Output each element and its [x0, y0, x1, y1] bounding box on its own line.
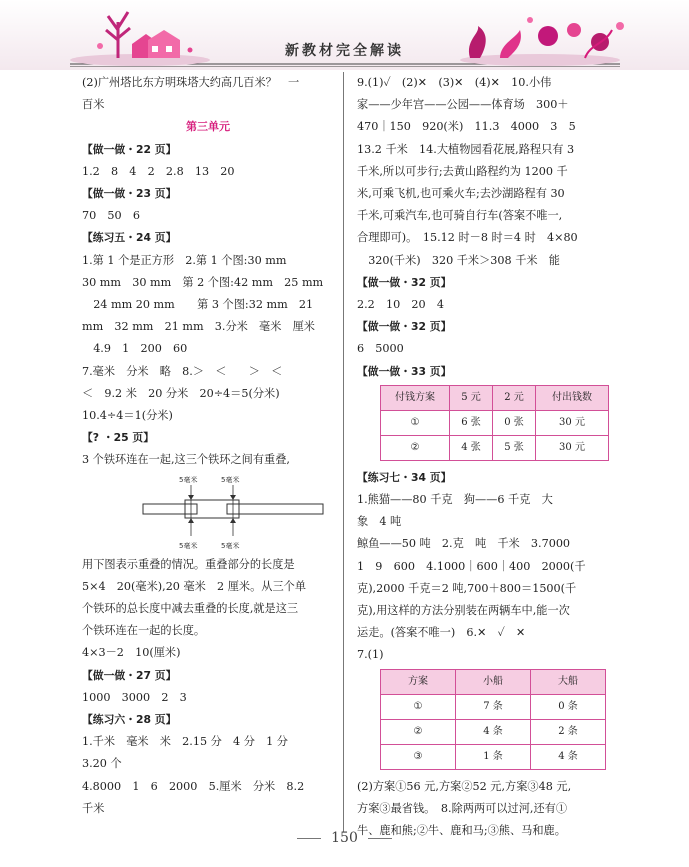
page-header-title: 新教材完全解读	[285, 43, 404, 59]
text-line: 6 5000	[357, 342, 404, 356]
text-line: 千米,所以可步行;去黄山路程约为 1200 千	[357, 164, 568, 178]
table-cell: 4 条	[456, 719, 531, 744]
text-line: 2.2 10 20 4	[357, 298, 444, 312]
section-heading: 【做一做・22 页】	[82, 142, 177, 156]
text-line: 个铁环连在一起的长度。	[82, 624, 206, 638]
fig-label-bottom-2: 5毫米	[221, 541, 240, 550]
section-heading: 【做一做・32 页】	[357, 320, 452, 334]
table-cell: 4 张	[450, 435, 493, 460]
table-header-cell: 方案	[381, 669, 456, 694]
table-header-cell: 5 元	[450, 385, 493, 410]
text-line: 百米	[82, 98, 105, 112]
text-line: 象 4 吨	[357, 515, 402, 529]
ring-2	[185, 500, 239, 518]
page-number: 150	[331, 830, 358, 846]
footer-dash-left	[297, 838, 321, 839]
fig-label-top-2: 5毫米	[221, 475, 240, 484]
text-line: ＜ 9.2 米 20 分米 20÷4＝5(分米)	[82, 386, 280, 400]
section-heading: 【? ・25 页】	[82, 431, 154, 445]
text-line: 30 mm 30 mm 第 2 个图:42 mm 25 mm	[82, 275, 324, 289]
table-header-cell: 大船	[531, 669, 606, 694]
table-cell: ①	[381, 694, 456, 719]
text-line: 1.2 8 4 2 2.8 13 20	[82, 164, 235, 178]
table-cell: 0 条	[531, 694, 606, 719]
text-line: 3 个铁环连在一起,这三个铁环之间有重叠,	[82, 453, 290, 467]
text-line: 1 9 600 4.1000｜600｜400 2000(千	[357, 559, 586, 573]
text-line: 1.千米 毫米 米 2.15 分 4 分 1 分	[82, 735, 288, 749]
right-column	[357, 72, 617, 842]
table-cell: ①	[381, 410, 450, 435]
table-cell: 1 条	[456, 744, 531, 769]
table-cell: 30 元	[536, 435, 609, 460]
footer-dash-right	[368, 838, 392, 839]
text-line: 鲸鱼——50 吨 2.克 吨 千米 3.7000	[357, 537, 571, 551]
section-heading: 【练习七・34 页】	[357, 470, 452, 484]
table-header-row	[381, 669, 606, 694]
table-cell: 2 条	[531, 719, 606, 744]
text-line: 用下图表示重叠的情况。重叠部分的长度是	[82, 557, 295, 571]
text-line: 运走。(答案不唯一) 6.✕ ✓ ✕	[357, 626, 526, 640]
table-cell: ③	[381, 744, 456, 769]
section-heading: 【做一做・32 页】	[357, 275, 452, 289]
text-line: 千米,可乘汽车,也可骑自行车(答案不唯一,	[357, 209, 563, 223]
section-heading: 【练习六・28 页】	[82, 713, 177, 727]
table-cell: 6 张	[450, 410, 493, 435]
arrow-head	[230, 518, 236, 523]
text-line: 7.(1)	[357, 648, 384, 662]
section-heading: 【做一做・33 页】	[357, 364, 452, 378]
text-line: mm 32 mm 21 mm 3.分米 毫米 厘米	[82, 320, 315, 334]
ring-3	[227, 504, 323, 514]
text-line: 1.熊猫——80 千克 狗——6 千克 大	[357, 493, 553, 507]
text-line: 13.2 千米 14.大植物园看花展,路程只有 3	[357, 142, 575, 156]
arrow-head	[188, 495, 194, 500]
table-row	[381, 694, 606, 719]
payment-table	[380, 385, 609, 461]
column-divider	[343, 72, 344, 832]
fig-label-bottom-1: 5毫米	[179, 541, 198, 550]
table-cell: 30 元	[536, 410, 609, 435]
ring-overlap-figure	[139, 472, 329, 554]
table-cell: ②	[381, 435, 450, 460]
text-line: 克),用这样的方法分别装在两辆车中,能一次	[357, 604, 570, 618]
section-heading: 【做一做・23 页】	[82, 187, 177, 201]
text-line: 1.第 1 个是正方形 2.第 1 个图:30 mm	[82, 253, 287, 267]
table-cell: 0 张	[493, 410, 536, 435]
text-line: 4×3－2 10(厘米)	[82, 646, 181, 660]
table-row	[381, 719, 606, 744]
text-line: 家——少年宫——公园——体育场 300＋	[357, 98, 569, 112]
unit-title: 第三单元	[186, 120, 230, 134]
text-line: (2)方案①56 元,方案②52 元,方案③48 元,	[357, 779, 572, 793]
text-line: 克),2000 千克＝2 吨,700＋800＝1500(千	[357, 581, 577, 595]
text-line: 320(千米) 320 千米＞308 千米 能	[357, 253, 560, 267]
table-cell: 5 张	[493, 435, 536, 460]
text-line: 千米	[82, 801, 105, 815]
text-line: 合理即可)。 15.12 时－8 时＝4 时 4×80	[357, 231, 578, 245]
arrow-head	[188, 518, 194, 523]
page-footer	[0, 830, 689, 846]
boat-plan-table	[380, 669, 606, 770]
text-line: 70 50 6	[82, 209, 140, 223]
table-header-cell: 付出钱数	[536, 385, 609, 410]
text-line: 米,可乘飞机,也可乘火车;去沙湖路程有 30	[357, 187, 565, 201]
text-line: 牛、鹿和熊;②牛、鹿和马;③熊、马和鹿。	[357, 824, 566, 838]
table-header-cell: 付钱方案	[381, 385, 450, 410]
table-header-cell: 2 元	[493, 385, 536, 410]
text-line: 24 mm 20 mm 第 3 个图:32 mm 21	[82, 298, 314, 312]
text-line: 470｜150 920(米) 11.3 4000 3 5	[357, 120, 576, 134]
left-column	[82, 72, 334, 820]
table-cell: ②	[381, 719, 456, 744]
text-line: 10.4÷4＝1(分米)	[82, 409, 173, 423]
ring-1	[143, 504, 197, 514]
text-line: 方案③最省钱。 8.除两两可以过河,还有①	[357, 801, 568, 815]
table-row	[381, 435, 609, 460]
text-line: 7.毫米 分米 略 8.＞ ＜ ＞ ＜	[82, 364, 283, 378]
text-line: (2)广州塔比东方明珠塔大约高几百米？ 一	[82, 76, 300, 89]
table-header-cell: 小船	[456, 669, 531, 694]
table-cell: 4 条	[531, 744, 606, 769]
fig-label-top-1: 5毫米	[179, 475, 198, 484]
text-line: 9.(1)✓ (2)✕ (3)✕ (4)✕ 10.小伟	[357, 76, 552, 89]
text-line: 个铁环的总长度中减去重叠的长度,就是这三	[82, 602, 299, 616]
text-line: 5×4 20(毫米),20 毫米 2 厘米。从三个单	[82, 579, 307, 593]
section-heading: 【练习五・24 页】	[82, 231, 177, 245]
table-header-row	[381, 385, 609, 410]
text-line: 4.8000 1 6 2000 5.厘米 分米 8.2	[82, 779, 305, 793]
section-heading: 【做一做・27 页】	[82, 668, 177, 682]
overlap-diagram	[139, 472, 329, 554]
text-line: 4.9 1 200 60	[82, 342, 188, 356]
text-line: 1000 3000 2 3	[82, 690, 187, 704]
arrow-head	[230, 495, 236, 500]
text-line: 3.20 个	[82, 757, 122, 771]
table-row	[381, 410, 609, 435]
table-cell: 7 条	[456, 694, 531, 719]
table-row	[381, 744, 606, 769]
